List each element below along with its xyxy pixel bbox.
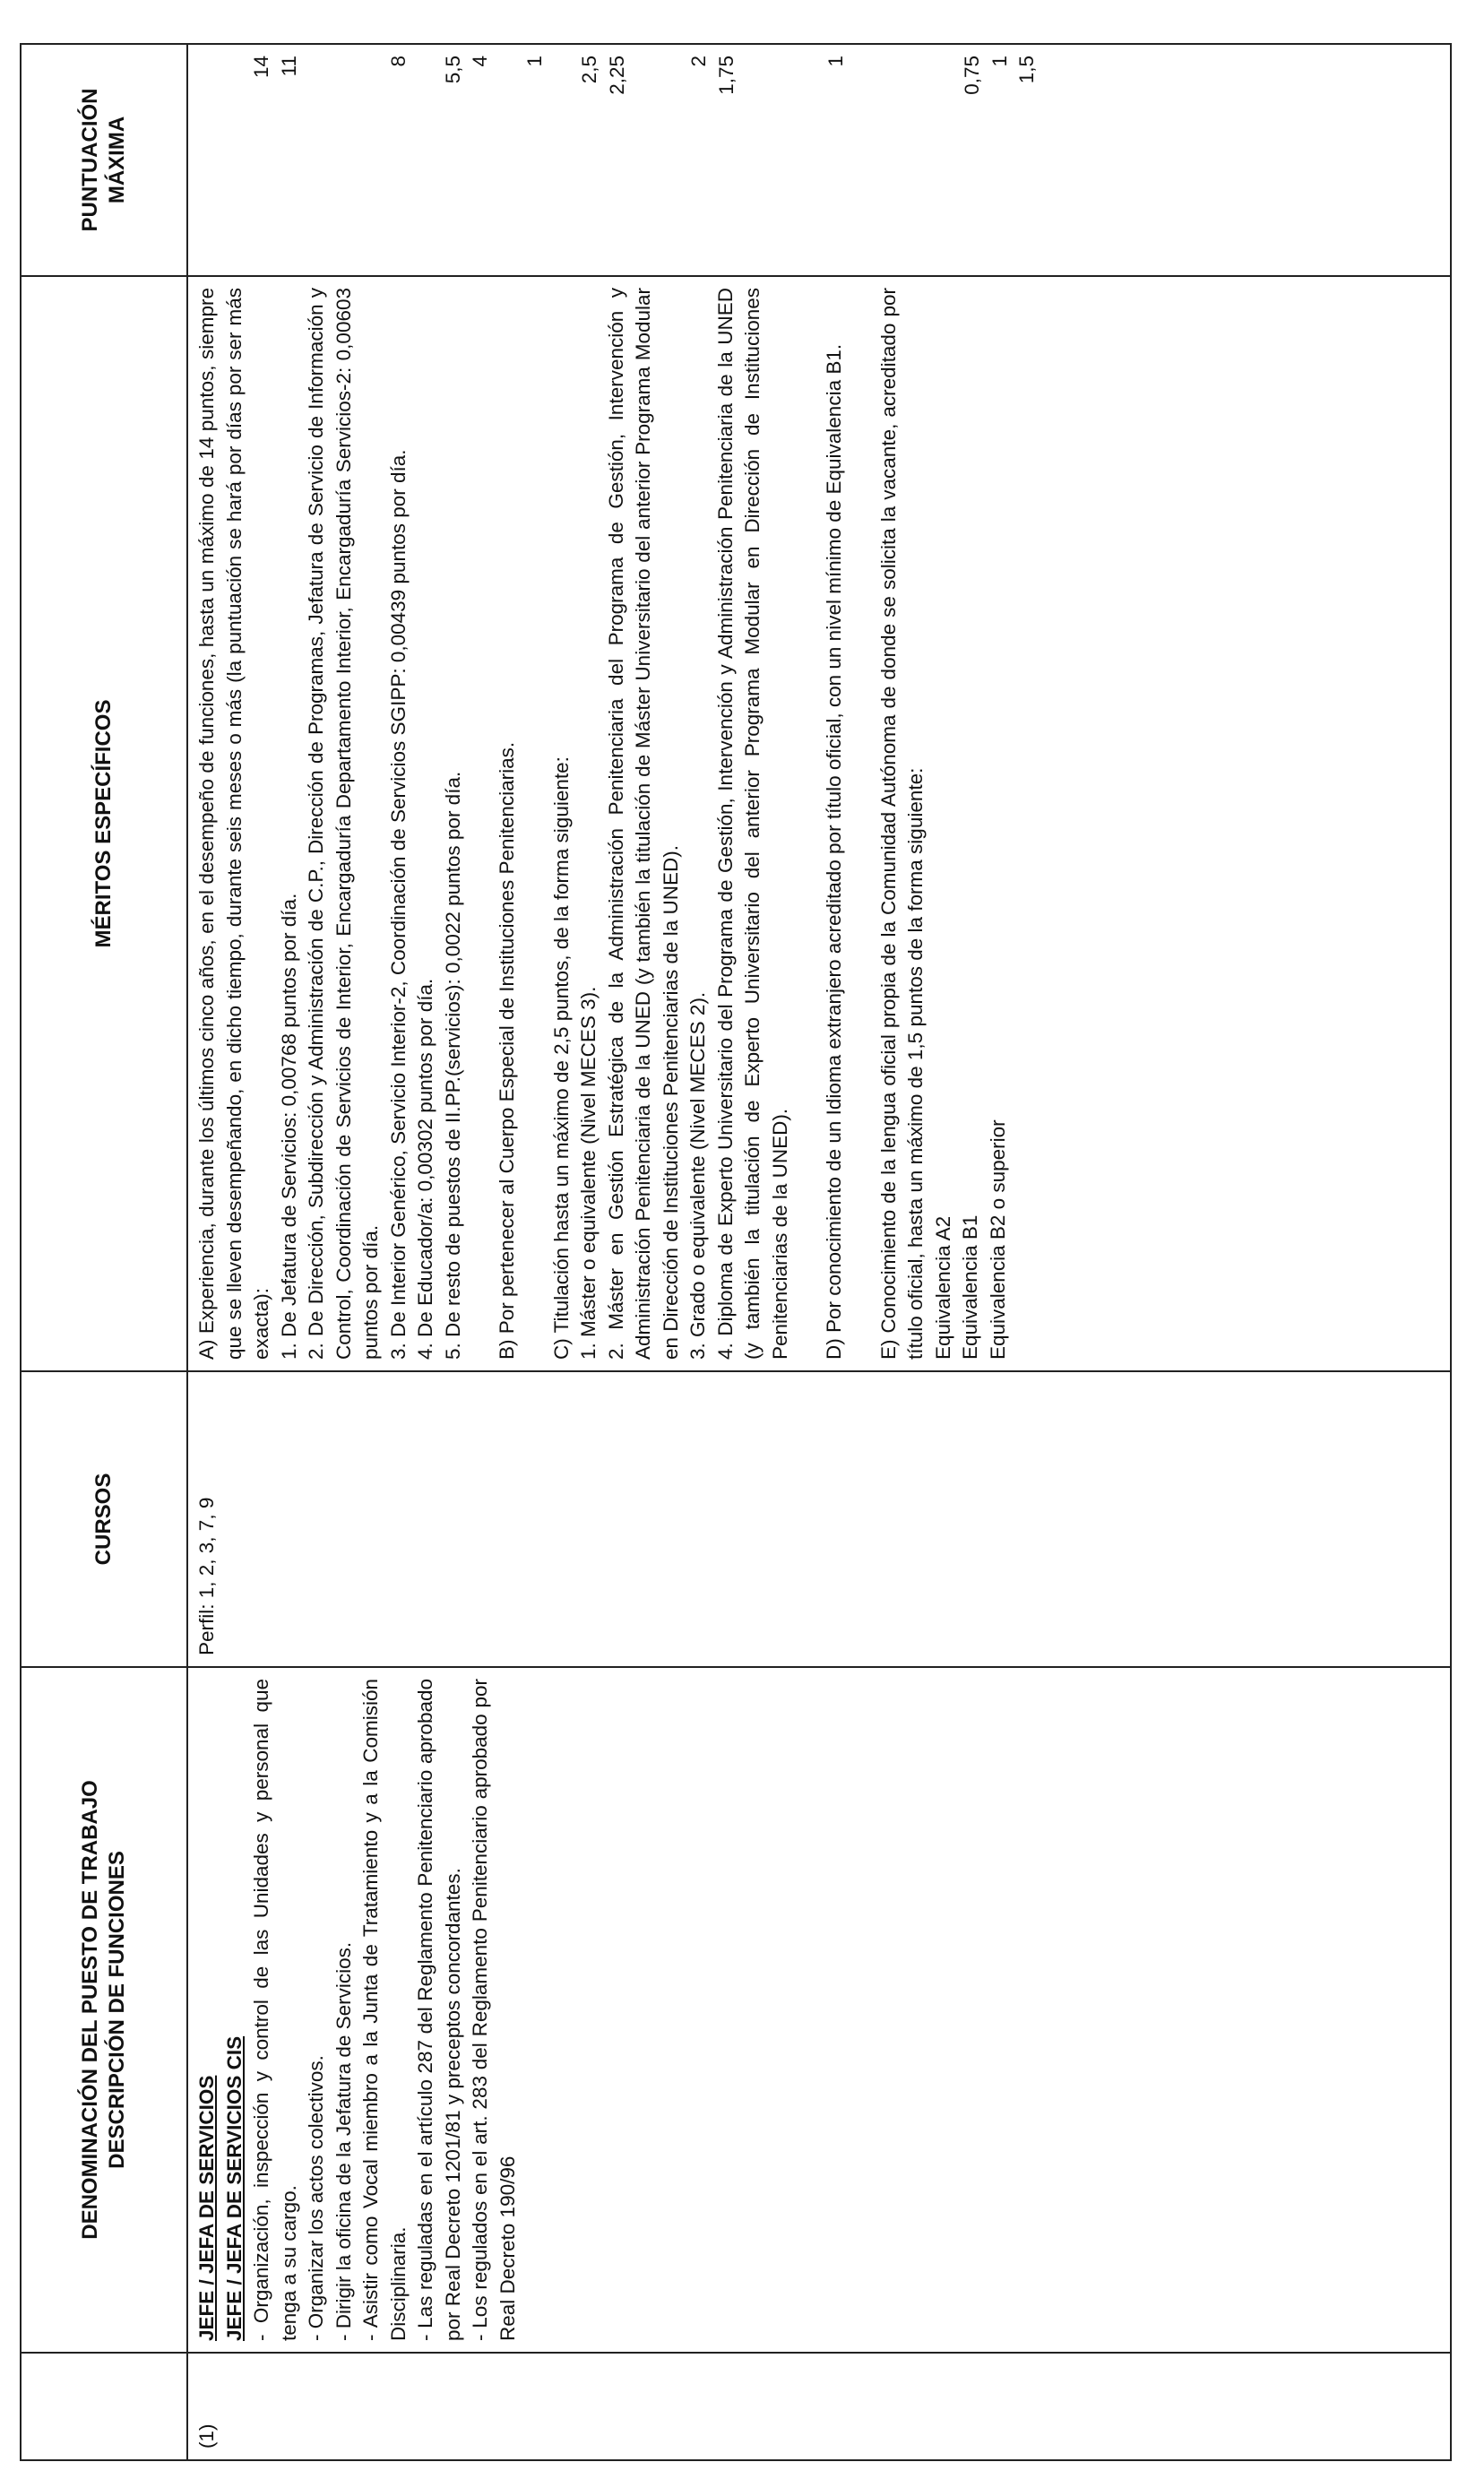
- points-empty: [194, 56, 221, 264]
- section-gap: [467, 288, 494, 1360]
- points-c-1: 2,25: [605, 56, 628, 95]
- points-b: 1: [523, 56, 546, 67]
- merit-c-4: 4. Diploma de Experto Universitario del Programa de Gestión, Intervención y Administración Penitenciaria de la UNED (y también la titulación de Experto Universitario del anterior Programa Modular en Dirección de Instituciones Penitenciarias de la UNED).: [713, 288, 791, 1360]
- points-empty: [850, 56, 877, 264]
- points-empty: [904, 56, 932, 264]
- merit-c-1: 1. Máster o equivalente (Nivel MECES 3).: [577, 986, 600, 1360]
- points-empty: [740, 56, 768, 264]
- max-points-cell: [187, 44, 1451, 276]
- points-empty: [932, 56, 960, 264]
- points-c-3: 1,75: [714, 56, 738, 95]
- merit-a-4: 4. De Educador/a: 0,00302 puntos por día.: [414, 978, 436, 1360]
- function-item: - Asistir como Vocal miembro a la Junta de Tratamiento y a la Comisión Disciplinaria.: [359, 1679, 410, 2341]
- merit-a-2: 2. De Dirección, Subdirección y Administración de C.P., Dirección de Programas, Jefatura de Servicio de Información y Control, Coordinación de Servicios de Interior, Encargaduría Departamento Interior, Encargaduría Servicios-2: 0,00603 puntos por día.: [305, 288, 382, 1360]
- header-denomination-line2: DESCRIPCIÓN DE FUNCIONES: [105, 1851, 129, 2169]
- section-gap: [794, 288, 821, 1360]
- row-number: (1): [187, 2353, 1451, 2460]
- points-empty: [549, 56, 577, 264]
- merit-c-intro: C) Titulación hasta un máximo de 2,5 puntos, de la forma siguiente:: [549, 756, 573, 1360]
- header-denomination: [21, 1667, 187, 2353]
- job-title-1: JEFE / JEFA DE SERVICIOS: [195, 2075, 218, 2341]
- merits-table: [20, 43, 1452, 2461]
- merit-d: D) Por conocimiento de un Idioma extranjero acreditado por título oficial, con un nivel mínimo de Equivalencia B1.: [823, 343, 845, 1360]
- points-c: 2,5: [578, 56, 600, 84]
- merit-c-2: 2. Máster en Gestión Estratégica de la Administración Penitenciaria del Programa de Gestión, Intervención y Administración Penitenciaria de la UNED (y también la titulación de Máster Universitario del anterior Programa Modular en Dirección de Instituciones Penitenciarias de la UNED).: [604, 288, 682, 1360]
- function-item: - Dirigir la oficina de la Jefatura de Servicios.: [332, 1941, 355, 2341]
- points-empty: [331, 56, 358, 264]
- merit-a-1: 1. De Jefatura de Servicios: 0,00768 puntos por día.: [277, 893, 300, 1360]
- points-e-3: 1,5: [1015, 56, 1038, 84]
- merit-e-1: Equivalencia A2: [931, 1215, 954, 1360]
- points-empty: [412, 56, 440, 264]
- merit-a-5: 5. De resto de puestos de II.PP.(servicios): 0,0022 puntos por día.: [441, 771, 464, 1360]
- header-courses: CURSOS: [21, 1371, 187, 1667]
- table-row: [187, 44, 1451, 2460]
- points-empty: [631, 56, 659, 264]
- points-empty: [877, 56, 905, 264]
- merit-e-3: Equivalencia B2 o superior: [986, 1119, 1009, 1360]
- points-d: 1: [824, 56, 847, 67]
- job-title-2: JEFE / JEFA DE SERVICIOS CIS: [222, 2035, 246, 2341]
- points-empty: [221, 56, 249, 264]
- header-max-points: [21, 44, 187, 276]
- merit-b: B) Por pertenecer al Cuerpo Especial de Instituciones Penitenciarias.: [496, 741, 518, 1360]
- points-empty: [303, 56, 331, 264]
- points-a-1: 11: [277, 56, 300, 77]
- header-max-points-line2: MÁXIMA: [105, 116, 129, 204]
- function-item: - Las reguladas en el artículo 287 del Reglamento Penitenciario aprobado por Real Decreto 1201/81 y preceptos concordantes.: [414, 1679, 464, 2341]
- points-empty: [495, 56, 522, 264]
- points-e-1: 0,75: [961, 56, 983, 95]
- function-item: - Los regulados en el art. 283 del Reglamento Penitenciario aprobado por Real Decreto 190/96: [469, 1679, 519, 2341]
- header-number: [21, 2353, 187, 2460]
- points-c-2: 2: [687, 56, 710, 67]
- points-empty: [358, 56, 385, 264]
- points-a-4: 4: [469, 56, 491, 67]
- points-a-3: 5,5: [441, 56, 464, 84]
- merit-a-intro: A) Experiencia, durante los últimos cinco años, en el desempeño de funciones, hasta un máximo de 14 puntos, siempre que se lleven desempeñando, en dicho tiempo, durante seis meses o más (la puntuación se hará por días por ser más exacta):: [195, 288, 272, 1360]
- header-merits: MÉRITOS ESPECÍFICOS: [21, 276, 187, 1371]
- points-e-2: 1: [988, 56, 1011, 67]
- function-item: - Organizar los actos colectivos.: [305, 2055, 327, 2341]
- header-denomination-line1: DENOMINACIÓN DEL PUESTO DE TRABAJO: [78, 1780, 102, 2240]
- section-gap: [849, 288, 876, 1360]
- merit-c-3: 3. Grado o equivalente (Nivel MECES 2).: [686, 991, 709, 1360]
- table-header-row: [21, 44, 187, 2460]
- merit-a-3: 3. De Interior Genérico, Servicio Interior-2, Coordinación de Servicios SGIPP: 0,00439 puntos por día.: [386, 449, 410, 1360]
- points-a-2: 8: [386, 56, 410, 67]
- merit-e-2: Equivalencia B1: [959, 1214, 981, 1360]
- header-max-points-line1: PUNTUACIÓN: [78, 88, 102, 232]
- function-item: - Organización, inspección y control de las Unidades y personal que tenga a su cargo.: [250, 1679, 300, 2341]
- points-empty: [768, 56, 796, 264]
- points-empty: [659, 56, 686, 264]
- courses-cell: Perfil: 1, 2, 3, 7, 9: [187, 1371, 1451, 1667]
- merits-cell: [187, 276, 1451, 1371]
- merit-e-intro: E) Conocimiento de la lengua oficial propia de la Comunidad Autónoma de donde se solicita la vacante, acreditado por título oficial, hasta un máximo de 1,5 puntos de la forma siguiente:: [876, 288, 927, 1360]
- points-a: 14: [250, 56, 272, 79]
- denomination-cell: [187, 1667, 1451, 2353]
- section-gap: [522, 288, 548, 1360]
- points-empty: [795, 56, 823, 264]
